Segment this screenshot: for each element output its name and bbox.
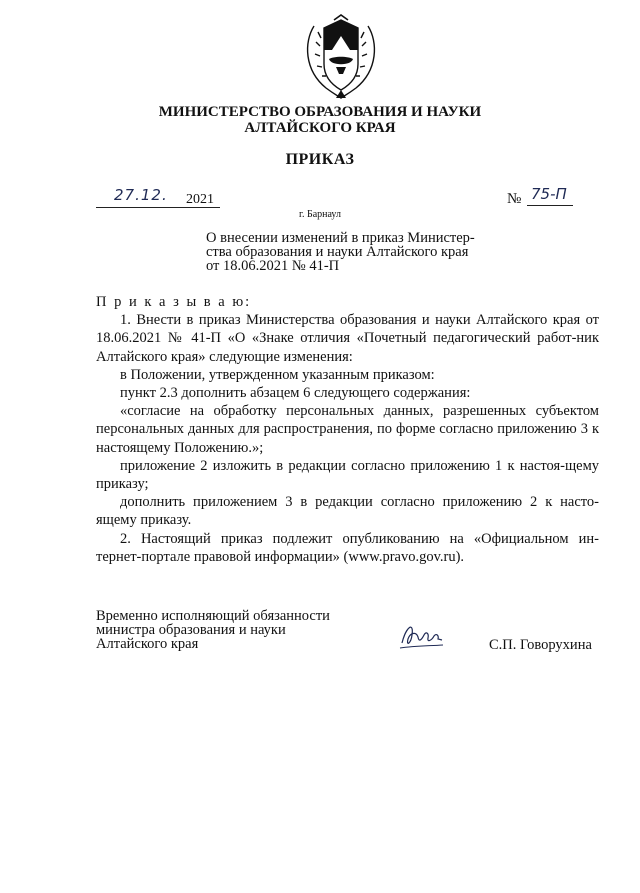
paragraph: «согласие на обработку персональных данных, разрешенных субъектом персональных данных для распространения, по форме согласно приложению 3 к настоящему Положению.»;: [96, 403, 599, 456]
handwritten-number: 75-П: [531, 185, 567, 203]
paragraph: 2. Настоящий приказ подлежит опубликованию на «Официальном ин-тернет-портале правовой информации» (www.pravo.gov.ru).: [96, 530, 599, 565]
paragraph: пункт 2.3 дополнить абзацем 6 следующего содержания:: [120, 385, 471, 402]
order-directive: П р и к а з ы в а ю:: [96, 294, 252, 310]
paragraph: в Положении, утвержденном указанным приказом:: [120, 366, 435, 383]
document-type-title: ПРИКАЗ: [285, 151, 355, 168]
order-body: [96, 293, 599, 566]
signer-name: С.П. Говорухина: [489, 637, 592, 653]
number-underline: [527, 205, 573, 206]
organization-name-line1: МИНИСТЕРСТВО ОБРАЗОВАНИЯ И НАУКИ: [158, 104, 482, 120]
subject-line: О внесении изменений в приказ Министер-: [206, 230, 475, 246]
organization-name-line2: АЛТАЙСКОГО КРАЯ: [244, 120, 396, 136]
number-sign: №: [507, 191, 522, 207]
position-line: министра образования и науки: [96, 622, 286, 638]
subject-line: ства образования и науки Алтайского края: [206, 244, 469, 260]
position-line: Временно исполняющий обязанности: [96, 608, 330, 624]
altai-krai-coat-of-arms-icon: [296, 14, 386, 102]
paragraph: приложение 2 изложить в редакции согласно приложению 1 к настоя-щему приказу;: [96, 457, 599, 493]
city-label: г. Барнаул: [299, 209, 341, 220]
paragraph: 1. Внести в приказ Министерства образования и науки Алтайского края от 18.06.2021 № 41-П «О «Знаке отличия «Почетный педагогический работ-ник Алтайского края» следующие изменения:: [96, 312, 599, 365]
handwritten-date: 27.12.: [114, 186, 168, 204]
document-subject: [206, 231, 501, 273]
handwritten-signature-icon: [396, 613, 446, 655]
paragraph: дополнить приложением 3 в редакции согласно приложению 2 к насто-ящему приказу.: [96, 494, 599, 529]
subject-line: от 18.06.2021 № 41-П: [206, 258, 340, 274]
position-line: Алтайского края: [96, 636, 199, 652]
year-text: 2021: [186, 192, 214, 207]
signer-position: [96, 609, 356, 651]
